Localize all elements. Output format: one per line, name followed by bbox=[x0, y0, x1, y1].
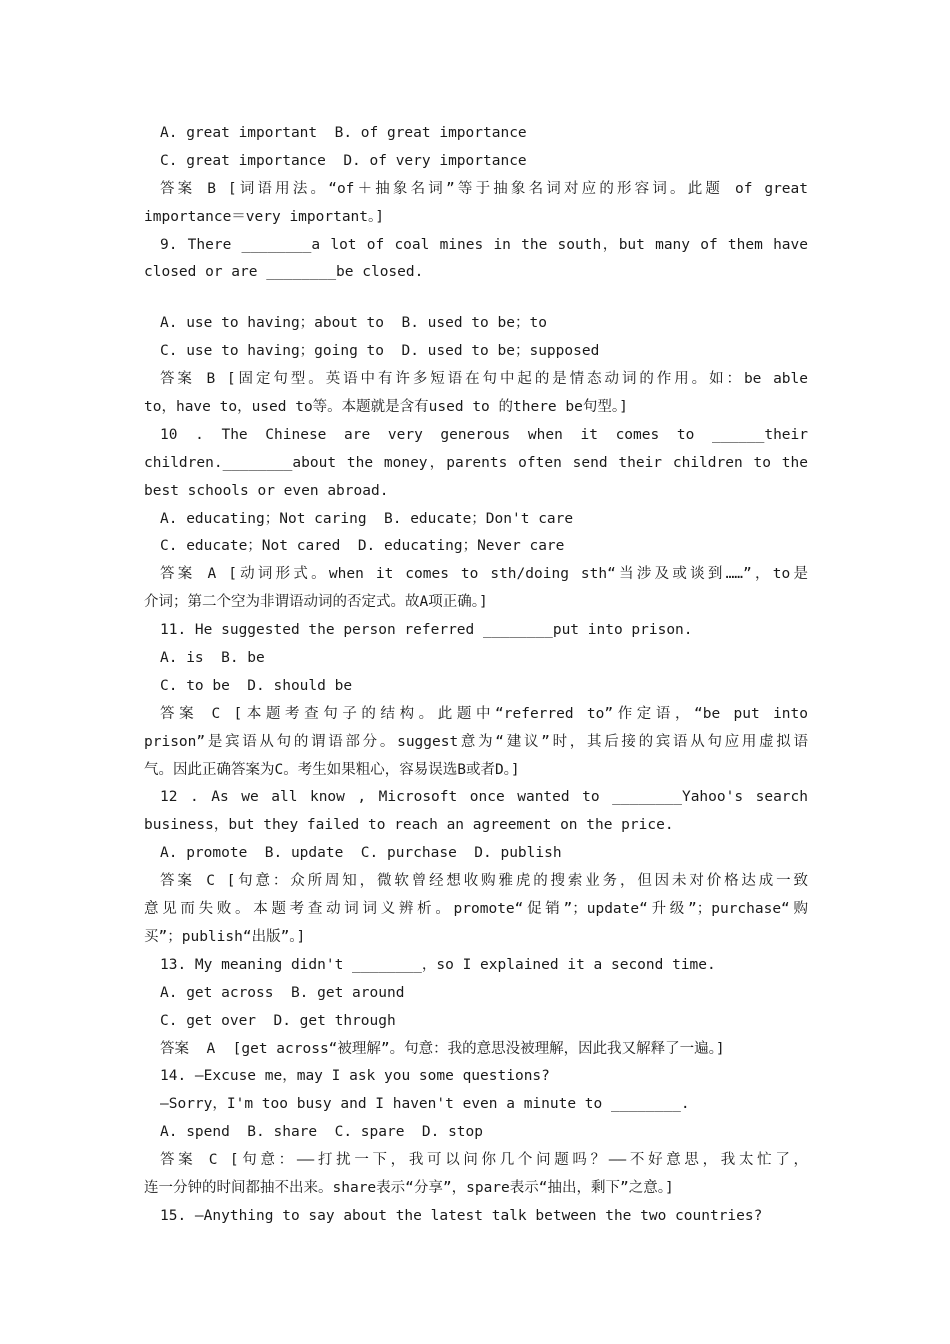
q11-answer-cont: prison”是宾语从句的谓语部分。suggest意为“建议”时，其后接的宾语从句应用虚拟语 bbox=[144, 733, 808, 750]
q15-stem: 15. —Anything to say about the latest talk between the two countries? bbox=[160, 1207, 763, 1224]
q10-option-cd: C. educate；Not cared D. educating；Never care bbox=[160, 538, 565, 555]
q10-stem-end: best schools or even abroad. bbox=[144, 482, 389, 499]
q13-option-cd: C. get over D. get through bbox=[160, 1012, 396, 1029]
q8-option-ab: A. great important B. of great importance bbox=[160, 125, 527, 141]
q9-option-ab: A. use to having；about to B. used to be；to bbox=[160, 315, 547, 332]
q12-answer-end: 买”；publish“出版”。] bbox=[144, 928, 306, 945]
q9-answer-cont: to，have to，used to等。本题就是含有used to 的there be句型。] bbox=[144, 399, 628, 416]
blank-gap bbox=[144, 287, 808, 310]
q12-answer-cont: 意见而失败。本题考查动词词义辨析。promote“促销”；update“升级”；purchase“购 bbox=[144, 901, 808, 918]
q10-stem-cont: children.________about the money，parents often send their children to the bbox=[144, 454, 808, 471]
q11-option-ab: A. is B. be bbox=[160, 650, 265, 667]
q10-answer: 答案 A [动词形式。when it comes to sth/doing sth“当涉及或谈到……”，to是 bbox=[160, 566, 808, 583]
q14-stem-cont: —Sorry，I'm too busy and I haven't even a minute to ________. bbox=[160, 1096, 690, 1113]
q14-options: A. spend B. share C. spare D. stop bbox=[160, 1124, 484, 1141]
q13-option-ab: A. get across B. get around bbox=[160, 984, 405, 1001]
q10-option-ab: A. educating；Not caring B. educate；Don't care bbox=[160, 510, 574, 527]
q9-answer: 答案 B [固定句型。英语中有许多短语在句中起的是情态动词的作用。如：be able bbox=[160, 371, 808, 388]
q14-stem: 14. —Excuse me，may I ask you some questions? bbox=[160, 1068, 550, 1085]
q11-answer: 答案 C [本题考查句子的结构。此题中“referred to”作定语，“be put into bbox=[160, 705, 808, 722]
document-page bbox=[144, 120, 808, 1231]
q12-stem: 12 . As we all know , Microsoft once wanted to ________Yahoo's search bbox=[160, 789, 808, 806]
q10-stem: 10 . The Chinese are very generous when it comes to ______their bbox=[160, 426, 808, 443]
q11-stem: 11. He suggested the person referred ________put into prison. bbox=[160, 622, 693, 639]
q10-answer-cont: 介词；第二个空为非谓语动词的否定式。故A项正确。] bbox=[144, 594, 488, 611]
q9-stem-cont: closed or are ________be closed. bbox=[144, 264, 424, 281]
q12-options: A. promote B. update C. purchase D. publish bbox=[160, 845, 562, 862]
q14-answer: 答案 C [句意：——打扰一下，我可以问你几个问题吗？——不好意思，我太忙了， bbox=[160, 1152, 808, 1169]
q8-answer: 答案 B [词语用法。“of＋抽象名词”等于抽象名词对应的形容词。此题 of great bbox=[160, 180, 808, 197]
q13-stem: 13. My meaning didn't ________，so I explained it a second time. bbox=[160, 956, 716, 973]
q11-option-cd: C. to be D. should be bbox=[160, 677, 353, 694]
q12-answer: 答案 C [句意：众所周知，微软曾经想收购雅虎的搜索业务，但因未对价格达成一致 bbox=[160, 873, 808, 890]
q12-stem-cont: business，but they failed to reach an agreement on the price. bbox=[144, 817, 674, 834]
q14-answer-cont: 连一分钟的时间都抽不出来。share表示“分享”，spare表示“抽出，剩下”之意。] bbox=[144, 1179, 674, 1196]
q13-answer: 答案 A [get across“被理解”。句意：我的意思没被理解，因此我又解释了一遍。] bbox=[160, 1040, 725, 1057]
q9-option-cd: C. use to having；going to D. used to be；supposed bbox=[160, 343, 600, 360]
q9-stem: 9. There ________a lot of coal mines in the south，but many of them have bbox=[160, 236, 808, 253]
q8-answer-cont: importance＝very important。] bbox=[144, 208, 384, 225]
q8-option-cd: C. great importance D. of very importance bbox=[160, 152, 527, 169]
q11-answer-end: 气。因此正确答案为C。考生如果粗心，容易误选B或者D。] bbox=[144, 761, 520, 778]
